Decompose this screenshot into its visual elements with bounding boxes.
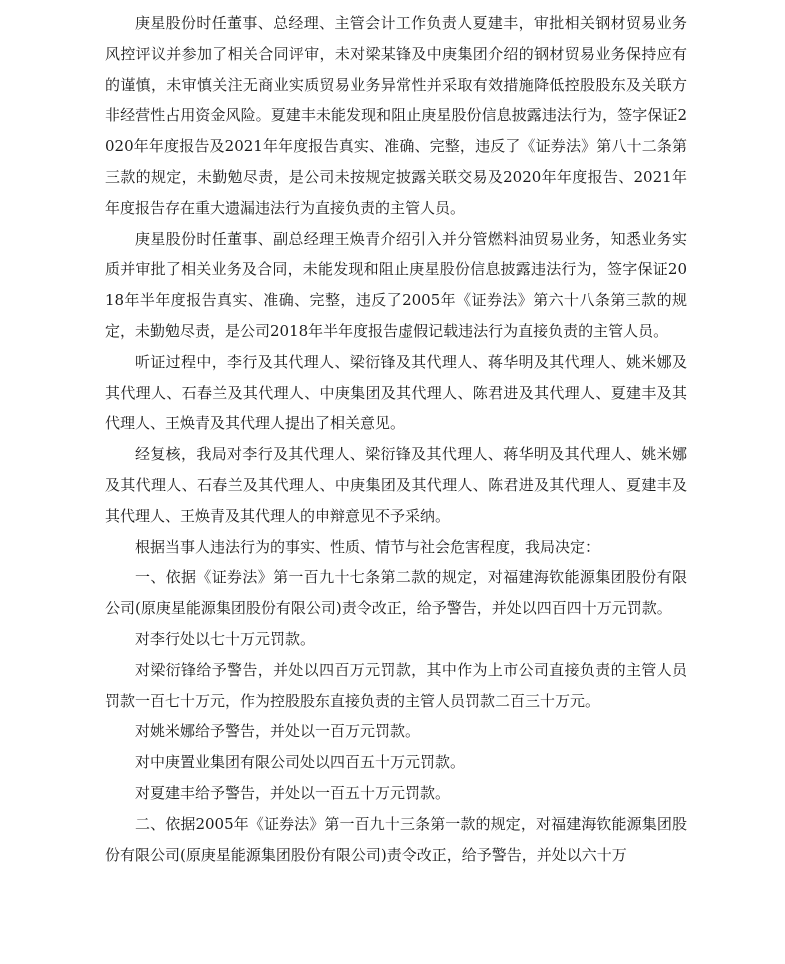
paragraph-penalty-xia-jianfeng: 对夏建丰给予警告，并处以一百五十万元罚款。 (135, 783, 451, 802)
paragraph-penalty-zhonggeng: 对中庚置业集团有限公司处以四百五十万元罚款。 (135, 753, 466, 772)
paragraph-penalty-liang-yanfeng: 对梁衍锋给予警告，并处以四百万元罚款，其中作为上市公司直接负责的主管人员罚款一百七十万元，作为控股股东直接负责的主管人员罚款二百三十万元。 (105, 660, 687, 710)
paragraph-decision-one: 一、依据《证券法》第一百九十七条第二款的规定，对福建海钦能源集团股份有限公司(原庚星能源集团股份有限公司)责令改正，给予警告，并处以四百四十万元罚款。 (105, 568, 687, 618)
paragraph-penalty-yao-mina: 对姚米娜给予警告，并处以一百万元罚款。 (135, 722, 421, 741)
paragraph-hearing-opinions: 听证过程中，李行及其代理人、梁衍锋及其代理人、蒋华明及其代理人、姚米娜及其代理人、石春兰及其代理人、中庚集团及其代理人、陈君进及其代理人、夏建丰及其代理人、王焕青及其代理人提出了相关意见。 (105, 352, 687, 433)
paragraph-decision-two: 二、依据2005年《证券法》第一百九十三条第一款的规定，对福建海钦能源集团股份有限公司(原庚星能源集团股份有限公司)责令改正，给予警告，并处以六十万 (105, 814, 687, 864)
paragraph-xia-jianfeng-liability: 庚星股份时任董事、总经理、主管会计工作负责人夏建丰，审批相关钢材贸易业务风控评议并参加了相关合同评审，未对梁某锋及中庚集团介绍的钢材贸易业务保持应有的谨慎，未审慎关注无商业实质贸易业务异常性并采取有效措施降低控股股东及关联方非经营性占用资金风险。夏建丰未能发现和阻止庚星股份信息披露违法行为，签字保证2020年年度报告及2021年年度报告真实、准确、完整，违反了《证券法》第八十二条第三款的规定，未勤勉尽责，是公司未按规定披露关联交易及2020年年度报告、2021年年度报告存在重大遗漏违法行为直接负责的主管人员。 (105, 14, 687, 217)
paragraph-decision-intro: 根据当事人违法行为的事实、性质、情节与社会危害程度，我局决定： (135, 537, 601, 556)
paragraph-penalty-li-xing: 对李行处以七十万元罚款。 (135, 629, 316, 648)
document-body (105, 8, 687, 870)
paragraph-review-result: 经复核，我局对李行及其代理人、梁衍锋及其代理人、蒋华明及其代理人、姚米娜及其代理人、石春兰及其代理人、中庚集团及其代理人、陈君进及其代理人、夏建丰及其代理人、王焕青及其代理人的申辩意见不予采纳。 (105, 445, 687, 525)
paragraph-wang-huanqing-liability: 庚星股份时任董事、副总经理王焕青介绍引入并分管燃料油贸易业务，知悉业务实质并审批了相关业务及合同，未能发现和阻止庚星股份信息披露违法行为，签字保证2018年半年度报告真实、准确、完整，违反了2005年《证券法》第六十八条第三款的规定，未勤勉尽责，是公司2018年半年度报告虚假记载违法行为直接负责的主管人员。 (105, 229, 687, 340)
